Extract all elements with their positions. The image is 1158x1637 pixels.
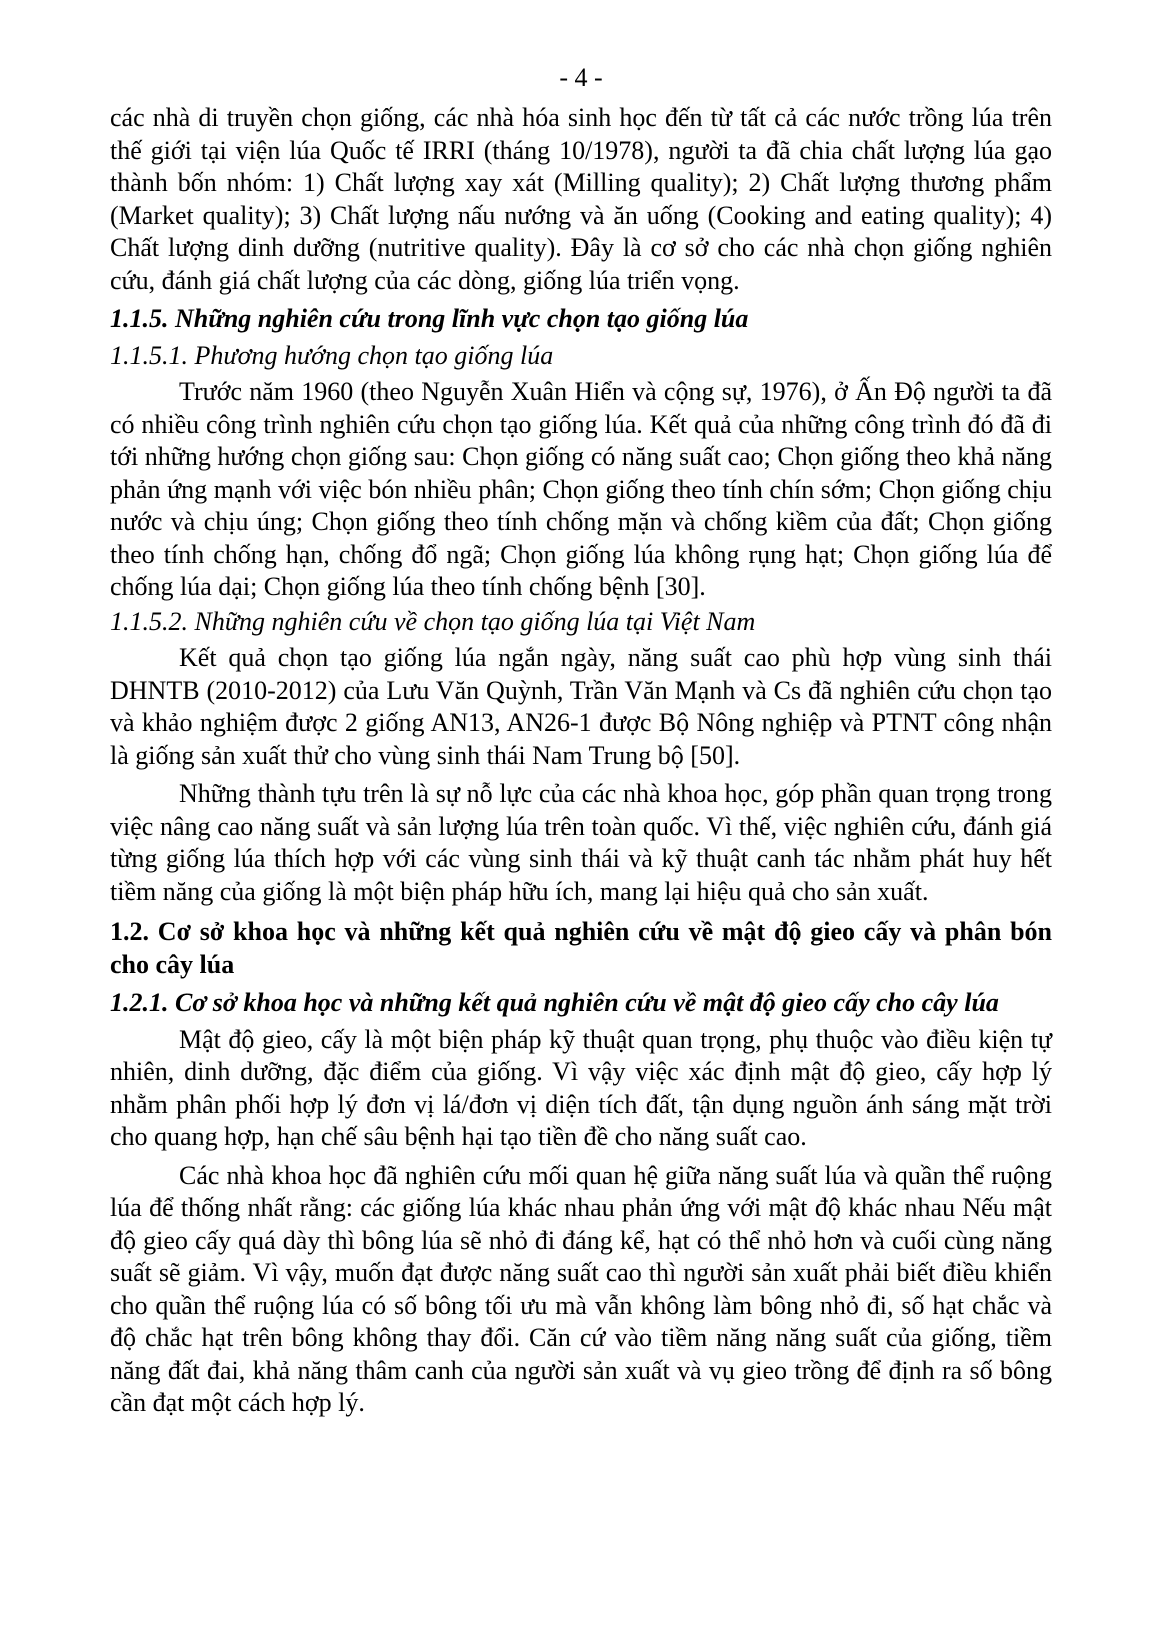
paragraph-1-1-5-2-a: Kết quả chọn tạo giống lúa ngắn ngày, năng suất cao phù hợp vùng sinh thái DHNTB (2010-2012) của Lưu Văn Quỳnh, Trần Văn Mạnh và Cs đã nghiên cứu chọn tạo và khảo nghiệm được 2 giống AN13, AN26-1 được Bộ Nông nghiệp và PTNT công nhận là giống sản xuất thử cho vùng sinh thái Nam Trung bộ [50]. <box>110 643 1052 770</box>
page-number: - 4 - <box>559 63 603 92</box>
heading-1-1-5-1: 1.1.5.1. Phương hướng chọn tạo giống lúa <box>110 340 554 370</box>
document-page <box>110 62 1052 1420</box>
paragraph-1-2-1-a: Mật độ gieo, cấy là một biện pháp kỹ thuật quan trọng, phụ thuộc vào điều kiện tự nhiên, dinh dưỡng, đặc điểm của giống. Vì vậy việc xác định mật độ gieo, cấy hợp lý nhằm phân phối hợp lý đơn vị lá/đơn vị diện tích đất, tận dụng nguồn ánh sáng mặt trời cho quang hợp, hạn chế sâu bệnh hại tạo tiền đề cho năng suất cao. <box>110 1024 1052 1151</box>
heading-1-1-5-2: 1.1.5.2. Những nghiên cứu về chọn tạo giống lúa tại Việt Nam <box>110 606 756 636</box>
paragraph-1-2-1-b: Các nhà khoa học đã nghiên cứu mối quan hệ giữa năng suất lúa và quần thể ruộng lúa để thống nhất rằng: các giống lúa khác nhau phản ứng với mật độ khác nhau Nếu mật độ gieo cấy quá dày thì bông lúa sẽ nhỏ đi đáng kể, hạt có thể nhỏ hơn và cuối cùng năng suất sẽ giảm. Vì vậy, muốn đạt được năng suất cao thì người sản xuất phải biết điều khiển cho quần thể ruộng lúa có số bông tối ưu mà vẫn không làm bông nhỏ đi, số hạt chắc và độ chắc hạt trên bông không thay đổi. Căn cứ vào tiềm năng năng suất của giống, tiềm năng đất đai, khả năng thâm canh của người sản xuất và vụ gieo trồng để định ra số bông cần đạt một cách hợp lý. <box>110 1160 1052 1417</box>
paragraph-1-1-5-1: Trước năm 1960 (theo Nguyễn Xuân Hiển và cộng sự, 1976), ở Ấn Độ người ta đã có nhiều công trình nghiên cứu chọn tạo giống lúa. Kết quả của những công trình đó đã đi tới những hướng chọn giống sau: Chọn giống có năng suất cao; Chọn giống theo khả năng phản ứng mạnh với việc bón nhiều phân; Chọn giống theo tính chín sớm; Chọn giống chịu nước và chịu úng; Chọn giống theo tính chống mặn và chống kiềm của đất; Chọn giống theo tính chống hạn, chống đổ ngã; Chọn giống lúa không rụng hạt; Chọn giống lúa để chống lúa dại; Chọn giống lúa theo tính chống bệnh [30]. <box>110 377 1052 601</box>
intro-paragraph: các nhà di truyền chọn giống, các nhà hóa sinh học đến từ tất cả các nước trồng lúa trên thế giới tại viện lúa Quốc tế IRRI (tháng 10/1978), người ta đã chia chất lượng lúa gạo thành bốn nhóm: 1) Chất lượng xay xát (Milling quality); 2) Chất lượng thương phẩm (Market quality); 3) Chất lượng nấu nướng và ăn uống (Cooking and eating quality); 4) Chất lượng dinh dưỡng (nutritive quality). Đây là cơ sở cho các nhà chọn giống nghiên cứu, đánh giá chất lượng của các dòng, giống lúa triển vọng. <box>110 103 1052 295</box>
paragraph-1-1-5-2-b: Những thành tựu trên là sự nỗ lực của các nhà khoa học, góp phần quan trọng trong việc nâng cao năng suất và sản lượng lúa trên toàn quốc. Vì thế, việc nghiên cứu, đánh giá từng giống lúa thích hợp với các vùng sinh thái và kỹ thuật canh tác nhằm phát huy hết tiềm năng của giống là một biện pháp hữu ích, mang lại hiệu quả cho sản xuất. <box>110 779 1052 906</box>
heading-1-1-5: 1.1.5. Những nghiên cứu trong lĩnh vực chọn tạo giống lúa <box>110 304 749 333</box>
heading-1-2-1: 1.2.1. Cơ sở khoa học và những kết quả nghiên cứu về mật độ gieo cấy cho cây lúa <box>110 988 999 1017</box>
heading-1-2: 1.2. Cơ sở khoa học và những kết quả nghiên cứu về mật độ gieo cấy và phân bón cho cây lúa <box>110 917 1052 979</box>
